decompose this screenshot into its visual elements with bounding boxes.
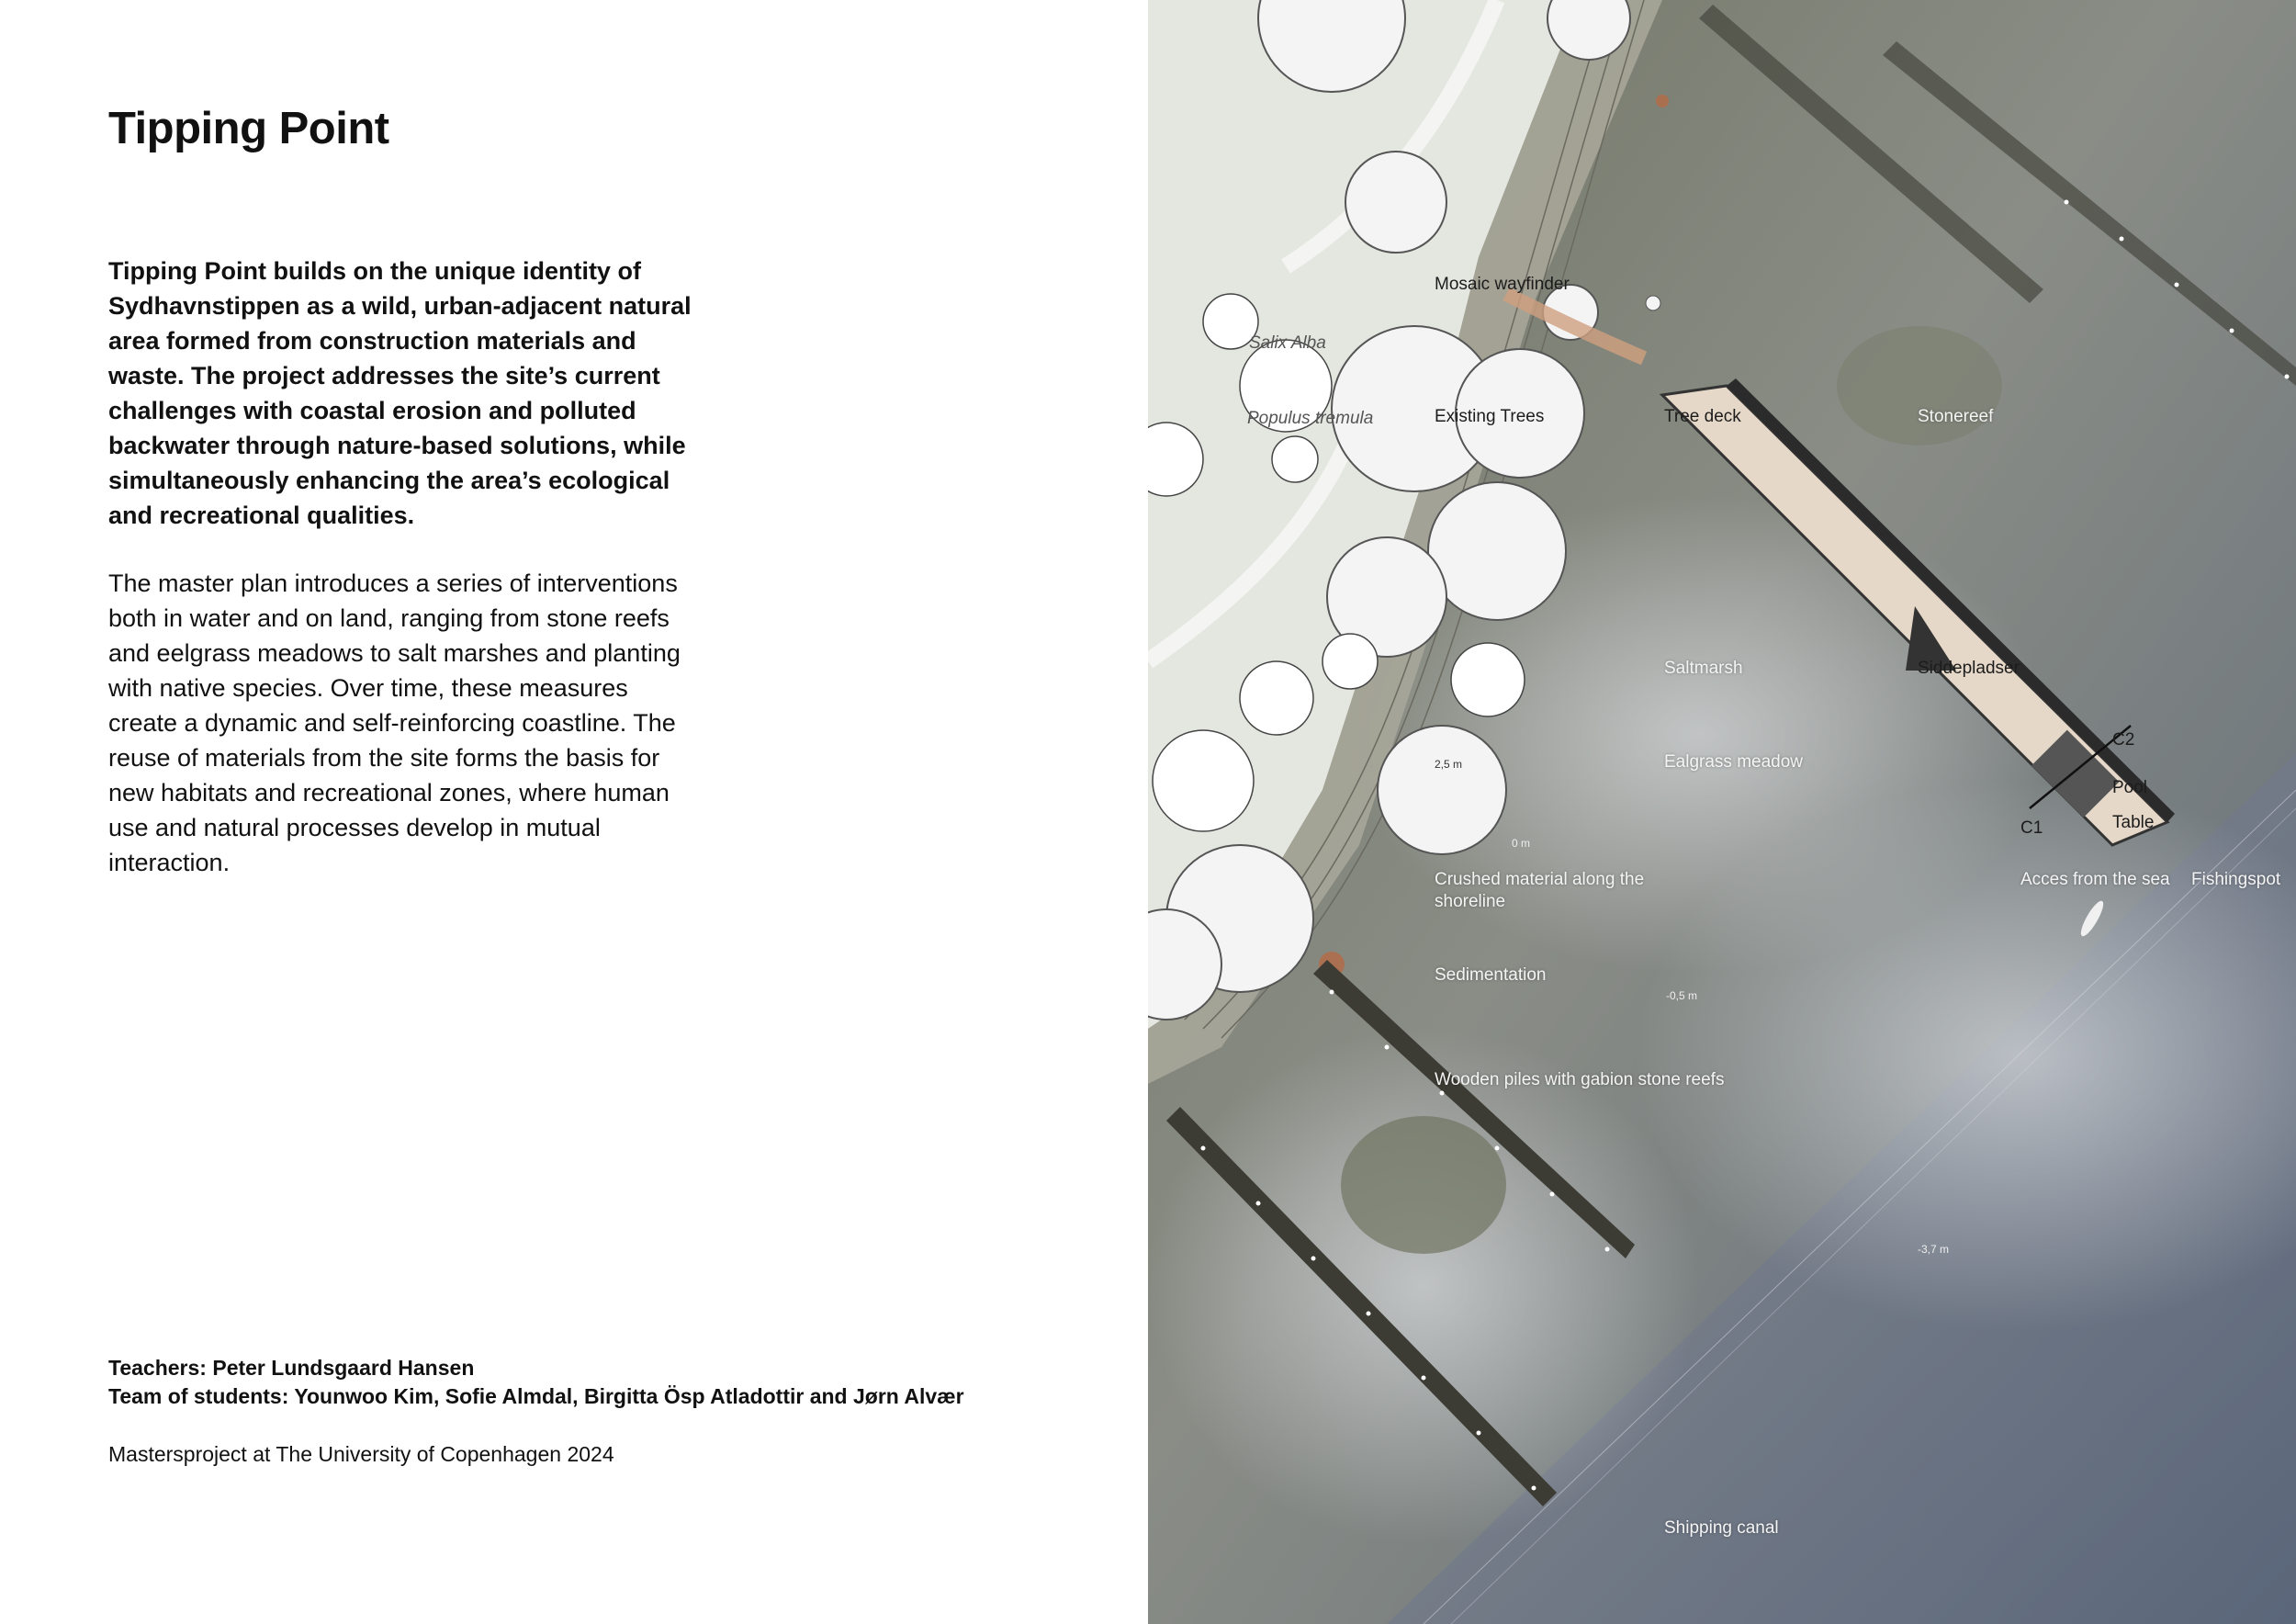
label-populus-tremula: Populus tremula — [1247, 409, 1374, 428]
label-table: Table — [2112, 813, 2155, 832]
project-footnote: Mastersproject at The University of Copenhagen 2024 — [108, 1442, 614, 1466]
page-title: Tipping Point — [108, 104, 389, 153]
label-acces-from-the-sea: Acces from the sea — [2020, 870, 2170, 889]
label-pool: Pool — [2112, 778, 2148, 797]
label-c1: C1 — [2020, 818, 2043, 838]
label-eelgrass-meadow: Ealgrass meadow — [1664, 752, 1804, 772]
label-siddepladser: Siddepladser — [1918, 659, 2020, 678]
label-salix-alba: Salix Alba — [1249, 333, 1326, 353]
label-stonereef: Stonereef — [1918, 407, 1994, 426]
label-depth-0: 0 m — [1512, 837, 1531, 850]
site-plan — [1148, 0, 2296, 1624]
students-line: Team of students: Younwoo Kim, Sofie Almdal, Birgitta Ösp Atladottir and Jørn Alvær — [108, 1384, 964, 1408]
label-saltmarsh: Saltmarsh — [1664, 659, 1743, 678]
label-depth-minus-3-7: -3,7 m — [1918, 1243, 1950, 1256]
label-depth-minus-0-5: -0,5 m — [1666, 989, 1698, 1002]
label-shipping-canal: Shipping canal — [1664, 1518, 1779, 1538]
label-c2: C2 — [2112, 730, 2135, 750]
label-sedimentation: Sedimentation — [1435, 965, 1547, 985]
label-existing-trees: Existing Trees — [1435, 407, 1545, 426]
label-crushed-material: Crushed material along the shoreline — [1435, 870, 1645, 911]
teachers-line: Teachers: Peter Lundsgaard Hansen — [108, 1356, 475, 1380]
label-depth-2-5: 2,5 m — [1435, 758, 1463, 771]
credits — [108, 1354, 964, 1411]
label-fishingspot: Fishingspot — [2191, 870, 2281, 889]
label-wooden-piles: Wooden piles with gabion stone reefs — [1435, 1070, 1725, 1089]
intro-paragraph: Tipping Point builds on the unique identity of Sydhavnstippen as a wild, urban-adjacent natural area formed from construction materials and waste. The project addresses the site’s current challenges with coastal erosion and polluted backwater through nature-based solutions, while simultaneously enhancing the area’s ecological and recreational qualities. — [108, 257, 692, 529]
body-paragraph: The master plan introduces a series of interventions both in water and on land, ranging from stone reefs and eelgrass meadows to salt marshes and planting with native species. Over time, these measures create a dynamic and self-reinforcing coastline. The reuse of materials from the site forms the basis for new habitats and recreational zones, where human use and natural processes develop in mutual interaction. — [108, 570, 681, 876]
label-tree-deck: Tree deck — [1664, 407, 1741, 426]
label-mosaic-wayfinder: Mosaic wayfinder — [1435, 275, 1570, 294]
stone-reef-2 — [1341, 1116, 1506, 1254]
mist-3 — [1148, 1029, 1699, 1543]
